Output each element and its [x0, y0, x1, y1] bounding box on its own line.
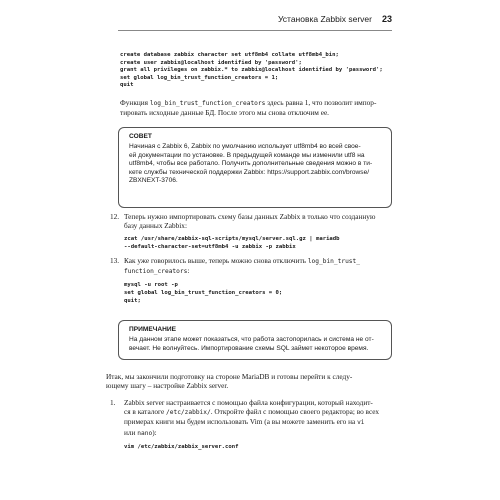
code-line: --default-character-set=utf8mb4 -u zabbix -p zabbix [124, 244, 296, 250]
header-divider [118, 30, 392, 31]
tip-line: кете службы технической поддержки Zabbix: https://support.zabbix.com/browse/ [129, 168, 370, 176]
code-line: quit [120, 82, 134, 89]
para-text: тировать исходные данные БД. После этого мы снова отключим ее. [120, 108, 330, 118]
code-line: quit; [124, 297, 141, 304]
tip-line: utf8mb4, чтобы все работало. Получить дополнительные сведения можно в ти- [129, 160, 373, 168]
para-text: Функция [120, 98, 150, 107]
code-line: create user zabbix@localhost identified by 'password'; [120, 59, 302, 66]
inline-code: function_creators [124, 268, 188, 276]
item-text: Теперь нужно импортировать схему базы данных Zabbix в только что созданную [124, 212, 376, 221]
code-line: vim /etc/zabbix/zabbix_server.conf [124, 443, 239, 450]
inline-code: nano [137, 429, 153, 437]
list-number: 12. [110, 212, 120, 221]
list-item-13 [110, 256, 395, 305]
running-header [278, 14, 392, 24]
tip-title: СОВЕТ [129, 133, 152, 140]
para-text: Итак, мы закончили подготовку на стороне MariaDB и готовы перейти к следу- [106, 372, 353, 381]
item-text: базу данных Zabbix: [124, 221, 187, 231]
item-text: : [187, 266, 190, 276]
code-block-create-database [120, 52, 383, 90]
tip-line: ZBXNEXT-3706. [129, 177, 178, 185]
item-text: Как уже говорилось выше, теперь можно снова отключить [124, 256, 308, 265]
list-number: 1. [110, 398, 116, 407]
list-number: 13. [110, 256, 120, 265]
tip-box [118, 127, 392, 208]
list-item-12 [110, 212, 395, 252]
header-title: Установка Zabbix server [277, 14, 372, 24]
note-box [118, 320, 392, 360]
page-number: 23 [381, 14, 392, 24]
code-line: zcat /usr/share/zabbix-sql-scripts/mysql/server.sql.gz | mariadb [124, 236, 340, 243]
inline-code: /etc/zabbix/ [166, 409, 211, 417]
item-text: ): [152, 427, 157, 437]
para-text: ющему шагу – настройке Zabbix server. [106, 381, 229, 391]
inline-code: log_bin_trust_function_creators [149, 100, 266, 107]
paragraph-summary [106, 372, 396, 390]
code-block-disable-trust [124, 282, 395, 305]
tip-line: ей документации по установке. В предыдущей команде мы изменили utf8 на [129, 151, 365, 159]
code-block-import-schema [124, 236, 395, 251]
item-text: Zabbix server настраивается с помощью файла конфигурации, который находит- [124, 398, 373, 407]
code-line: create database zabbix character set utf8mb4 collate utf8mb4_bin; [120, 52, 339, 58]
list-item-1 [110, 398, 395, 451]
item-text: примерах книги мы будем использовать Vim (а вы можете заменить его на [124, 417, 358, 427]
code-line: set global log_bin_trust_function_creators = 1; [120, 74, 279, 81]
paragraph-function-explanation [120, 98, 395, 117]
item-text: или [124, 427, 138, 437]
tip-line: Начиная с Zabbix 6, Zabbix по умолчанию использует utf8mb4 во всей свое- [129, 143, 361, 150]
code-line: mysql -u root -p [124, 282, 178, 289]
code-block-edit-config [124, 444, 395, 452]
inline-code: log_bin_trust_ [307, 258, 360, 265]
item-text: ся в каталоге [124, 407, 167, 417]
code-line: grant all privileges on zabbix.* to zabbix@localhost identified by 'password'; [120, 67, 383, 74]
note-title: ПРИМЕЧАНИЕ [129, 326, 177, 333]
para-text: здесь равна 1, что позволит импор- [265, 98, 377, 107]
note-line: На данном этапе может показаться, что работа застопорилась и система не от- [129, 336, 374, 343]
note-line: вечает. Не волнуйтесь. Импортирование схемы SQL займет некоторое время. [129, 344, 369, 352]
inline-code: vi [357, 419, 365, 427]
code-line: set global log_bin_trust_function_creators = 0; [124, 290, 283, 296]
item-text: . Откройте файл с помощью своего редактора; во всех [210, 407, 380, 417]
